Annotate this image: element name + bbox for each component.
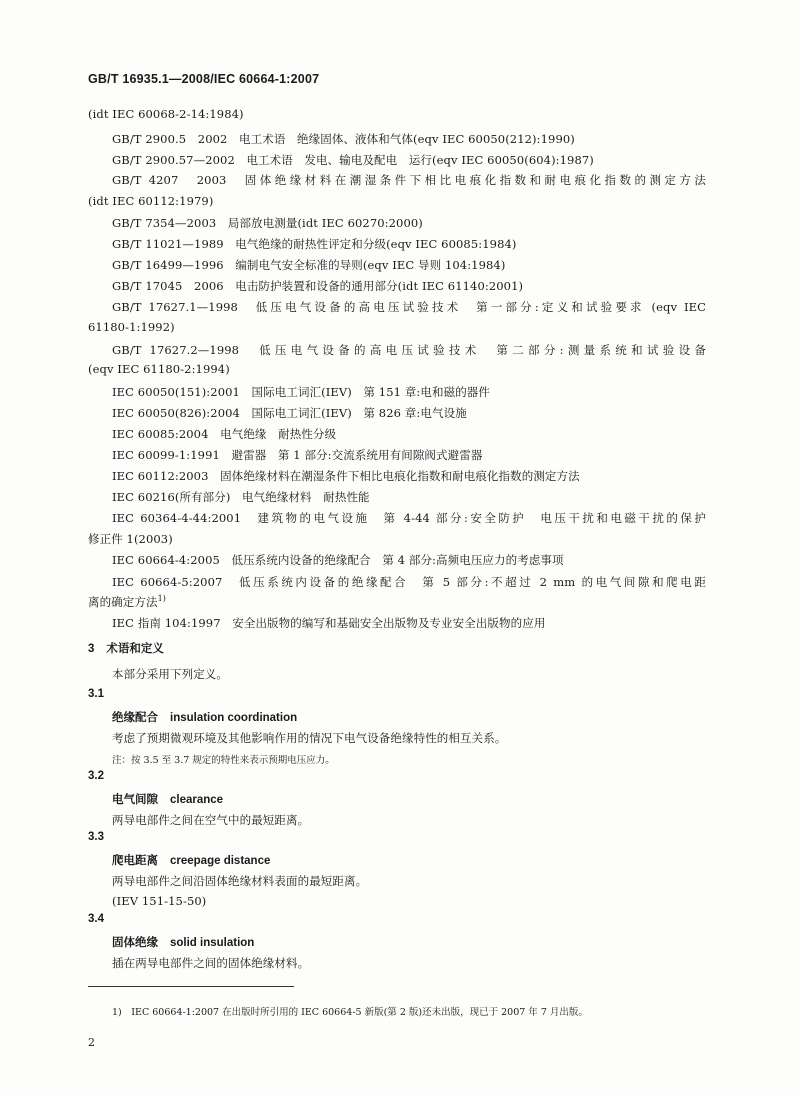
footnote-rule bbox=[88, 986, 294, 987]
reference-line: IEC 60085:2004 电气绝缘 耐热性分级 bbox=[112, 427, 337, 441]
term-definition: 考虑了预期微观环境及其他影响作用的情况下电气设备绝缘特性的相互关系。 bbox=[112, 731, 507, 745]
reference-line bbox=[88, 594, 166, 610]
term-cn: 绝缘配合 bbox=[112, 710, 158, 724]
reference-line: IEC 60664-5:2007 低压系统内设备的绝缘配合 第 5 部分:不超过 2 mm 的电气间隙和爬电距 bbox=[112, 575, 706, 589]
reference-line: IEC 60364-4-44:2001 建筑物的电气设施 第 4-44 部分:安全防护 电压干扰和电磁干扰的保护 bbox=[112, 511, 706, 525]
term-cn: 电气间隙 bbox=[112, 792, 158, 806]
term-number: 3.3 bbox=[88, 831, 104, 843]
reference-line: 61180-1:1992) bbox=[88, 320, 175, 334]
term-cn: 固体绝缘 bbox=[112, 935, 158, 949]
reference-line: GB/T 2900.5 2002 电工术语 绝缘固体、液体和气体(eqv IEC 60050(212):1990) bbox=[112, 132, 575, 146]
reference-line: GB/T 17627.1—1998 低压电气设备的高电压试验技术 第一部分:定义和试验要求 (eqv IEC bbox=[112, 300, 706, 314]
term-en: insulation coordination bbox=[170, 712, 298, 724]
term-number: 3.1 bbox=[88, 688, 104, 700]
reference-line: IEC 60050(826):2004 国际电工词汇(IEV) 第 826 章:电气设施 bbox=[112, 406, 467, 420]
term-heading bbox=[112, 852, 270, 868]
page-number: 2 bbox=[88, 1036, 95, 1049]
reference-line: IEC 60099-1:1991 避雷器 第 1 部分:交流系统用有间隙阀式避雷器 bbox=[112, 448, 483, 462]
term-heading bbox=[112, 791, 223, 807]
term-heading bbox=[112, 934, 254, 950]
section-title: 术语和定义 bbox=[106, 643, 164, 655]
term-number: 3.2 bbox=[88, 770, 104, 782]
term-en: clearance bbox=[170, 794, 224, 806]
section-number: 3 bbox=[88, 643, 95, 655]
term-number: 3.4 bbox=[88, 913, 104, 925]
reference-line: GB/T 4207 2003 固体绝缘材料在潮湿条件下相比电痕化指数和耐电痕化指数的测定方法 bbox=[112, 173, 706, 187]
footnote: 1) IEC 60664-1:2007 在出版时所引用的 IEC 60664-5 新版(第 2 版)还未出版，现已于 2007 年 7 月出版。 bbox=[112, 1007, 588, 1018]
reference-line: IEC 60216(所有部分) 电气绝缘材料 耐热性能 bbox=[112, 490, 370, 504]
term-definition: 两导电部件之间沿固体绝缘材料表面的最短距离。 bbox=[112, 874, 368, 888]
term-reference: (IEV 151-15-50) bbox=[112, 894, 207, 908]
reference-line: GB/T 2900.57—2002 电工术语 发电、输电及配电 运行(eqv IEC 60050(604):1987) bbox=[112, 153, 594, 167]
reference-line: IEC 60112:2003 固体绝缘材料在潮湿条件下相比电痕化指数和耐电痕化指数的测定方法 bbox=[112, 469, 580, 483]
reference-line: GB/T 11021—1989 电气绝缘的耐热性评定和分级(eqv IEC 60085:1984) bbox=[112, 237, 517, 251]
reference-line: IEC 指南 104:1997 安全出版物的编写和基础安全出版物及专业安全出版物的应用 bbox=[112, 616, 546, 630]
reference-line: GB/T 17627.2—1998 低压电气设备的高电压试验技术 第二部分:测量系统和试验设备 bbox=[112, 343, 706, 357]
reference-line: 修正件 1(2003) bbox=[88, 532, 173, 546]
reference-line: GB/T 7354—2003 局部放电测量(idt IEC 60270:2000) bbox=[112, 216, 423, 230]
reference-line: (eqv IEC 61180-2:1994) bbox=[88, 362, 230, 376]
term-en: creepage distance bbox=[170, 855, 271, 867]
section-intro: 本部分采用下列定义。 bbox=[112, 667, 228, 681]
term-definition: 插在两导电部件之间的固体绝缘材料。 bbox=[112, 956, 310, 970]
term-note: 注：按 3.5 至 3.7 规定的特性来表示预期电压应力。 bbox=[112, 755, 335, 766]
document-header: GB/T 16935.1—2008/IEC 60664-1:2007 bbox=[88, 72, 320, 86]
reference-line: (idt IEC 60112:1979) bbox=[88, 194, 214, 208]
reference-line: GB/T 16499—1996 编制电气安全标准的导则(eqv IEC 导则 104:1984) bbox=[112, 258, 506, 272]
term-heading bbox=[112, 709, 297, 725]
reference-line: IEC 60664-4:2005 低压系统内设备的绝缘配合 第 4 部分:高频电压应力的考虑事项 bbox=[112, 553, 564, 567]
footnote-marker: 1) bbox=[157, 594, 167, 604]
reference-line: GB/T 17045 2006 电击防护装置和设备的通用部分(idt IEC 61140:2001) bbox=[112, 279, 524, 293]
term-cn: 爬电距离 bbox=[112, 853, 158, 867]
reference-text: 离的确定方法 bbox=[88, 595, 158, 609]
term-en: solid insulation bbox=[170, 937, 255, 949]
reference-line: IEC 60050(151):2001 国际电工词汇(IEV) 第 151 章:电和磁的器件 bbox=[112, 385, 490, 399]
section-heading bbox=[88, 640, 164, 656]
term-definition: 两导电部件之间在空气中的最短距离。 bbox=[112, 813, 310, 827]
reference-line: (idt IEC 60068-2-14:1984) bbox=[88, 107, 244, 121]
